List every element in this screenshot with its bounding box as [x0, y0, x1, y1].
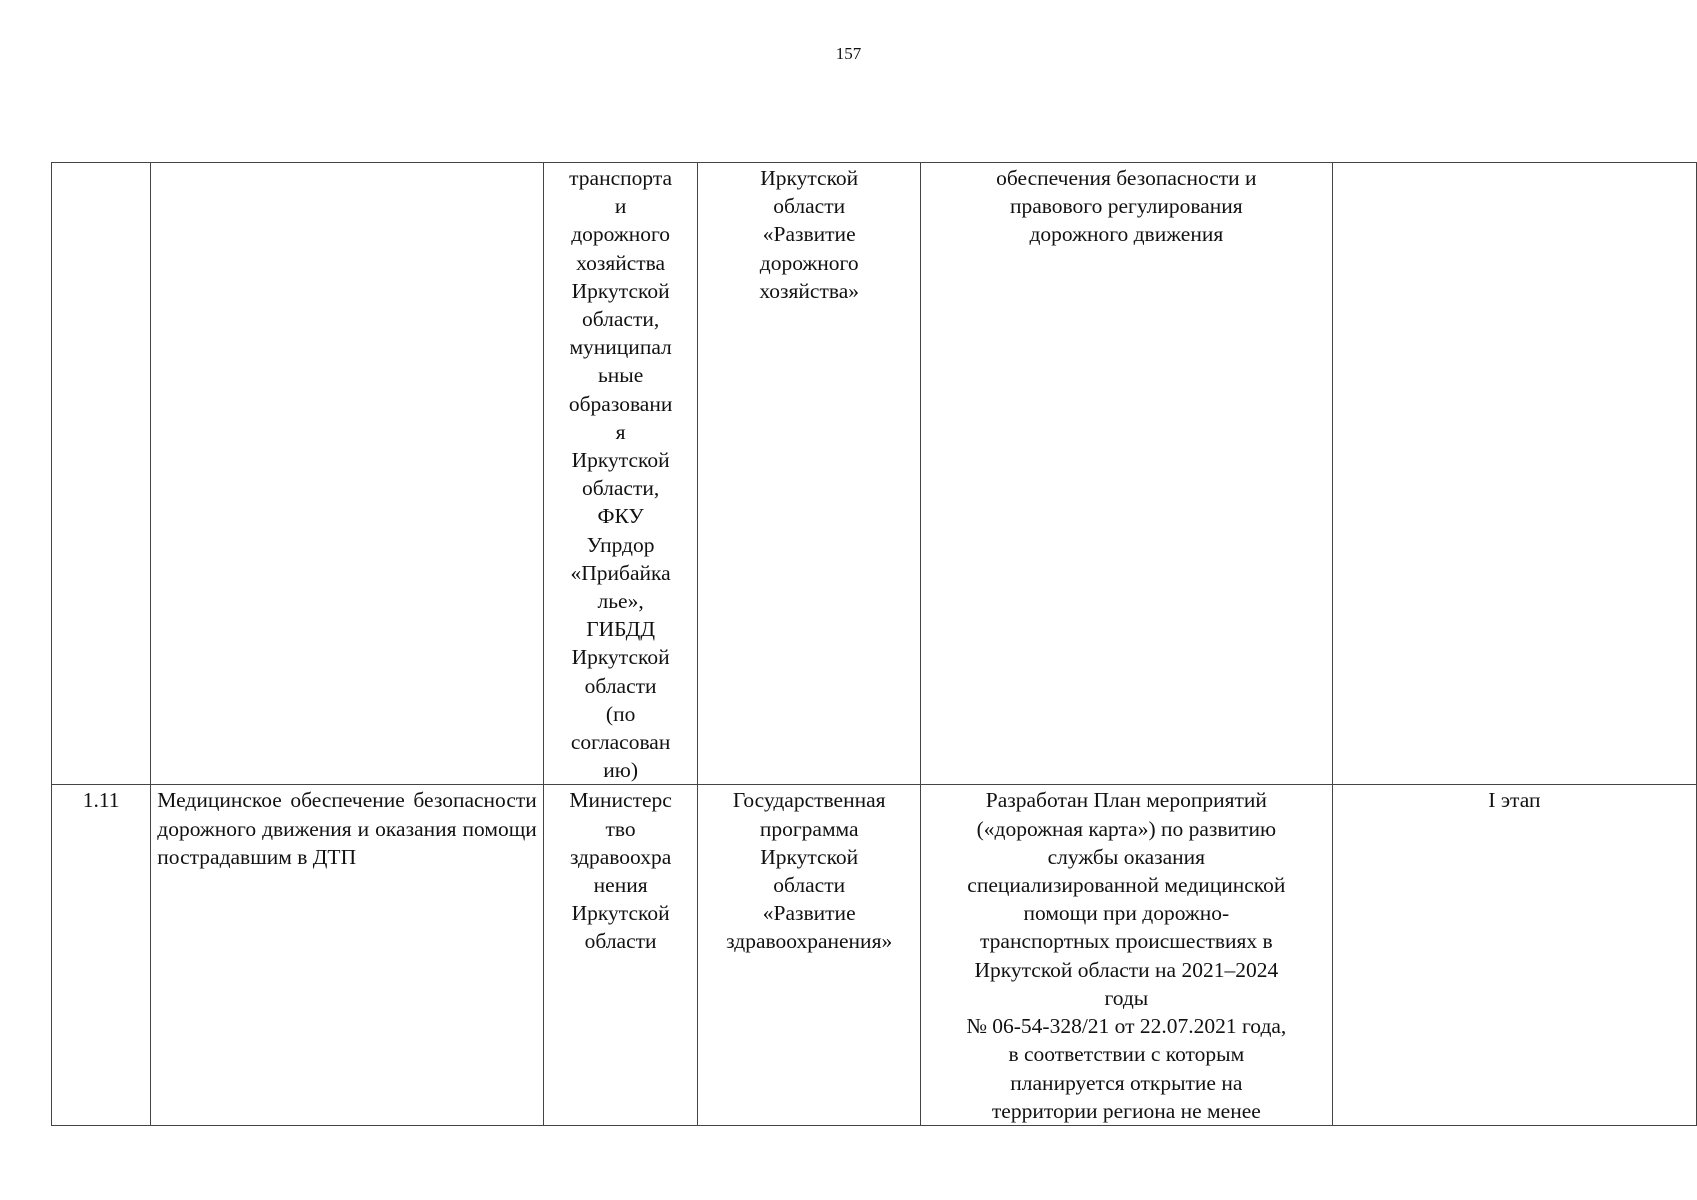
cell-result: Разработан План мероприятий («дорожная карта») по развитию службы оказания специализированной медицинской помощи при дорожно- транспортных происшествиях в Иркутской области на 2021–2024 годы № 06-54-328/21 от 22.07.2021 года, в соответствии с которым планируется открытие на территории региона не менее [920, 785, 1332, 1125]
table-row [52, 785, 1697, 1125]
cell-executor: транспорта и дорожного хозяйства Иркутской области, муниципал ьные образовани я Иркутской области, ФКУ Упрдор «Прибайка лье», ГИБДД Иркутской области (по согласован ию) [543, 163, 698, 785]
cell-term: I этап [1332, 785, 1696, 1125]
cell-executor: Министерс тво здравоохра нения Иркутской области [543, 785, 698, 1125]
cell-term [1332, 163, 1696, 785]
plan-table [51, 162, 1697, 1126]
cell-result: обеспечения безопасности и правового регулирования дорожного движения [920, 163, 1332, 785]
table-row [52, 163, 1697, 785]
cell-program: Иркутской области «Развитие дорожного хозяйства» [698, 163, 920, 785]
cell-name: Медицинское обеспечение безопасности дорожного движения и оказания помощи пострадавшим в ДТП [151, 785, 544, 1125]
cell-name [151, 163, 544, 785]
cell-program: Государственная программа Иркутской области «Развитие здравоохранения» [698, 785, 920, 1125]
page-number: 157 [835, 44, 862, 63]
cell-number: 1.11 [52, 785, 151, 1125]
cell-number [52, 163, 151, 785]
